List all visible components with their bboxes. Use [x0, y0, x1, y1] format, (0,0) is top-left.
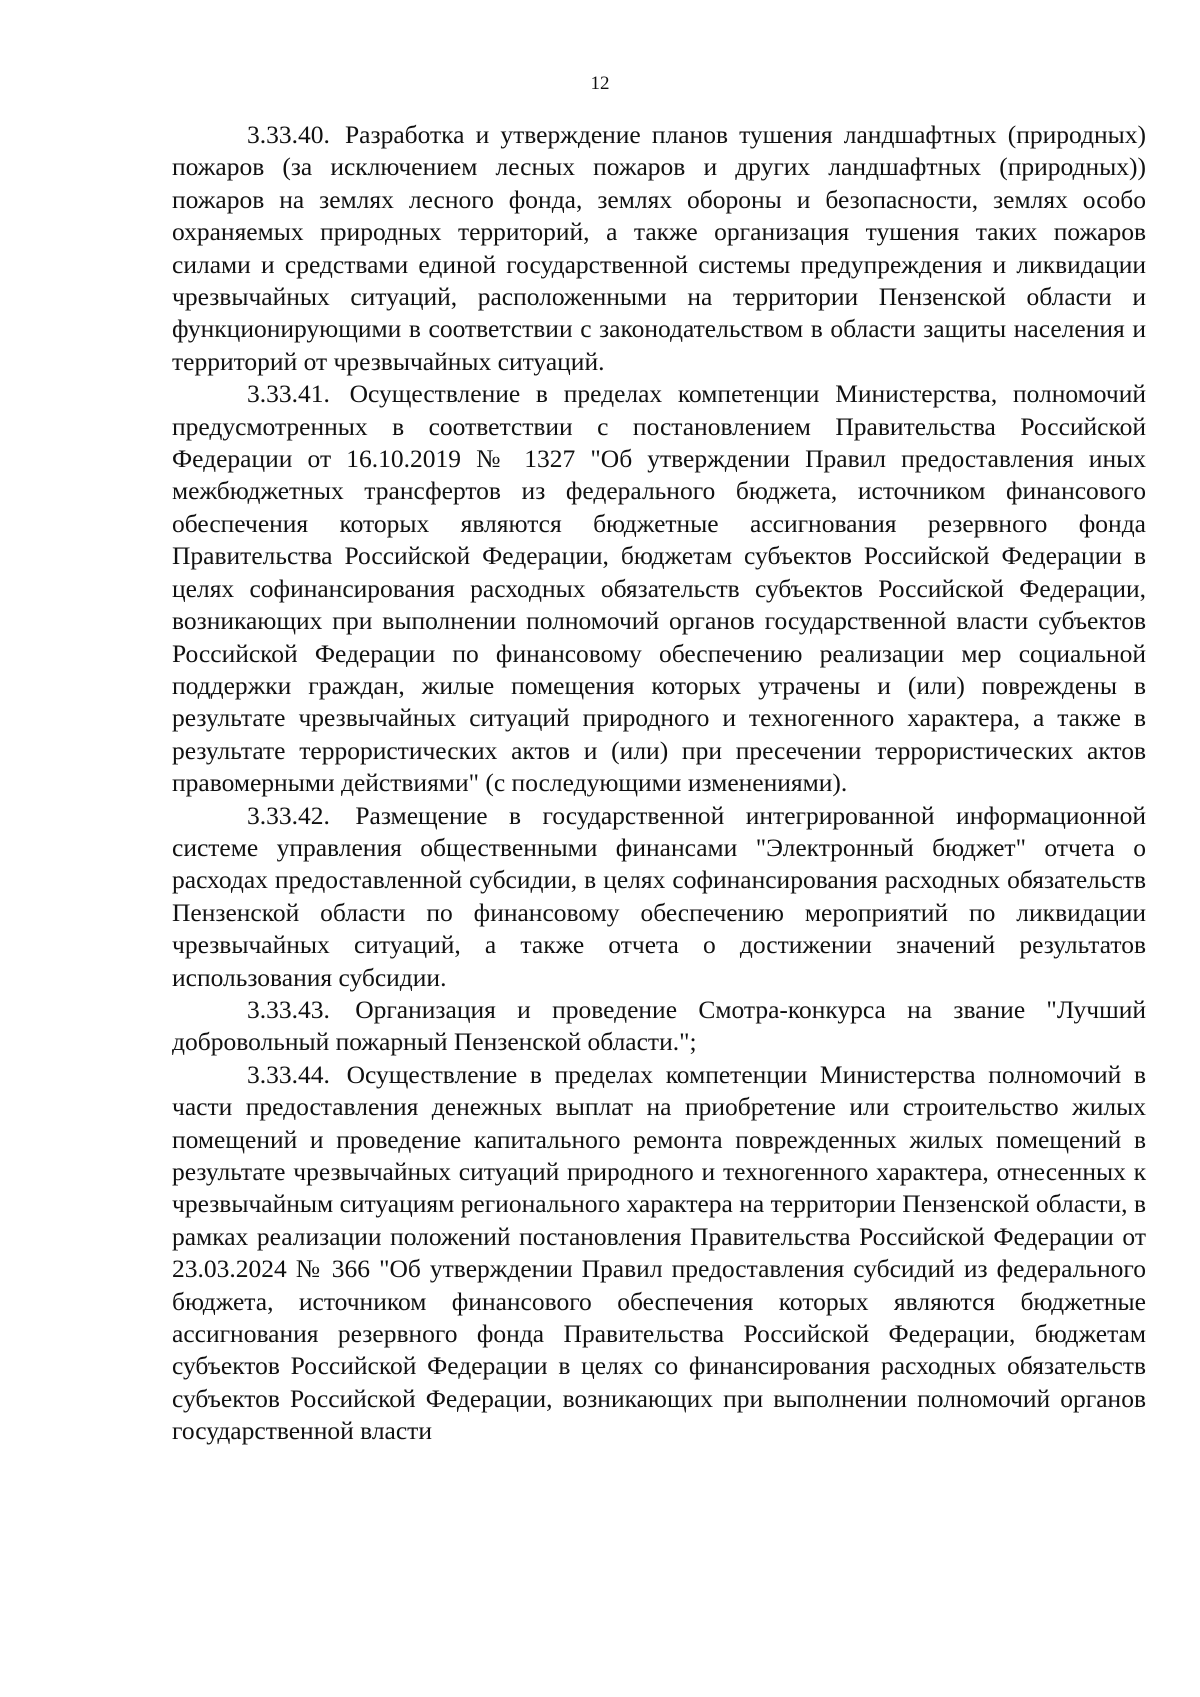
paragraph-3-33-40	[172, 119, 1146, 378]
paragraph-3-33-43	[172, 994, 1146, 1059]
paragraph-number: 3.33.44.	[247, 1059, 330, 1089]
paragraph-3-33-41	[172, 378, 1146, 799]
paragraph-number: 3.33.40.	[247, 120, 330, 149]
paragraph-number: 3.33.41.	[247, 379, 330, 409]
paragraph-number: 3.33.43.	[247, 994, 330, 1024]
paragraph-text: Организация и проведение Смотра-конкурса на звание "Лучший добровольный пожарный Пензенской области.";	[172, 994, 1147, 1057]
page-number: 12	[590, 73, 610, 94]
paragraph-3-33-44	[172, 1059, 1146, 1448]
paragraph-text: Осуществление в пределах компетенции Министерства полномочий в части предоставления денежных выплат на приобретение или строительство жилых помещений и проведение капитального ремонта поврежденных жилых помещений в результате чрезвычайных ситуаций природного и техногенного характера, отнесенных к чрезвычайным ситуациям регионального характера на территории Пензенской области, в рамках реализации положений постановления Правительства Российской Федерации от 23.03.2024 № 366 "Об утверждении Правил предоставления субсидий из федерального бюджета, источником финансового обеспечения которых являются бюджетные ассигнования резервного фонда Правительства Российской Федерации, бюджетам субъектов Российской Федерации в целях со финансирования расходных обязательств субъектов Российской Федерации, возникающих при выполнении полномочий органов государственной власти	[172, 1059, 1147, 1446]
paragraph-text: Размещение в государственной интегрированной информационной системе управления общественными финансами "Электронный бюджет" отчета о расходах предоставленной субсидии, в целях софинансирования расходных обязательств Пензенской области по финансовому обеспечению мероприятий по ликвидации чрезвычайных ситуаций, а также отчета о достижении значений результатов использования субсидии.	[172, 800, 1146, 992]
paragraph-3-33-42	[172, 800, 1146, 994]
paragraph-text: Осуществление в пределах компетенции Министерства, полномочий предусмотренных в соответствии с постановлением Правительства Российской Федерации от 16.10.2019 № 1327 "Об утверждении Правил предоставления иных межбюджетных трансфертов из федерального бюджета, источником финансового обеспечения которых являются бюджетные ассигнования резервного фонда Правительства Российской Федерации, бюджетам субъектов Российской Федерации в целях софинансирования расходных обязательств субъектов Российской Федерации, возникающих при выполнении полномочий органов государственной власти субъектов Российской Федерации по финансовому обеспечению реализации мер социальной поддержки граждан, жилые помещения которых утрачены и (или) повреждены в результате чрезвычайных ситуаций природного и техногенного характера, а также в результате террористических актов и (или) при пресечении террористических актов правомерными действиями" (с последующими изменениями).	[172, 379, 1146, 798]
paragraph-number: 3.33.42.	[247, 800, 330, 830]
document-body	[172, 119, 1146, 1448]
paragraph-text: Разработка и утверждение планов тушения ландшафтных (природных) пожаров (за исключением лесных пожаров и других ландшафтных (природных)) пожаров на землях лесного фонда, землях обороны и безопасности, землях особо охраняемых природных территорий, а также организация тушения таких пожаров силами и средствами единой государственной системы предупреждения и ликвидации чрезвычайных ситуаций, расположенными на территории Пензенской области и функционирующими в соответствии с законодательством в области защиты населения и территорий от чрезвычайных ситуаций.	[172, 120, 1146, 376]
